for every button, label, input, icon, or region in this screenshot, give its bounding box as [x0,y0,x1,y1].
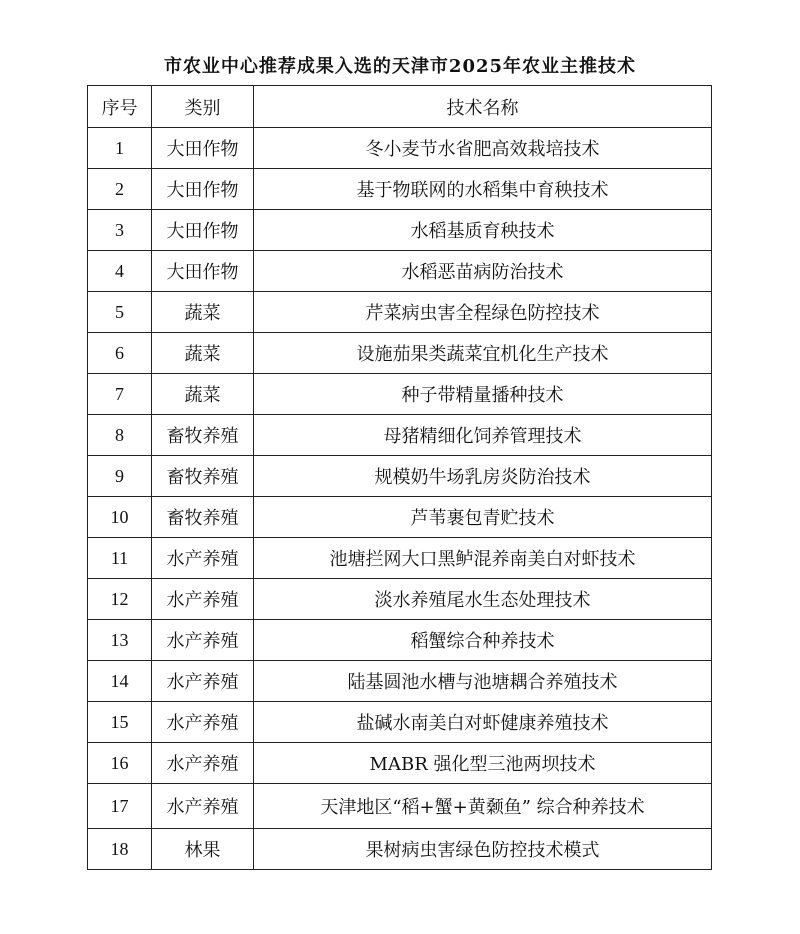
cell-no: 11 [88,538,152,579]
table-row [88,128,712,169]
table-row [88,333,712,374]
cell-name: 果树病虫害绿色防控技术模式 [254,829,712,870]
cell-category: 大田作物 [152,169,254,210]
cell-category: 大田作物 [152,210,254,251]
table-row [88,743,712,784]
cell-name: 水稻基质育秧技术 [254,210,712,251]
cell-no: 17 [88,784,152,829]
cell-no: 5 [88,292,152,333]
table-row [88,292,712,333]
cell-name: 规模奶牛场乳房炎防治技术 [254,456,712,497]
table-row [88,620,712,661]
table-row [88,702,712,743]
cell-category: 蔬菜 [152,292,254,333]
cell-category: 畜牧养殖 [152,415,254,456]
cell-category: 大田作物 [152,128,254,169]
cell-no: 2 [88,169,152,210]
table-row [88,829,712,870]
cell-no: 4 [88,251,152,292]
cell-name: 陆基圆池水槽与池塘耦合养殖技术 [254,661,712,702]
cell-name: 母猪精细化饲养管理技术 [254,415,712,456]
cell-no: 18 [88,829,152,870]
cell-no: 12 [88,579,152,620]
header-category: 类别 [152,86,254,128]
cell-name: 水稻恶苗病防治技术 [254,251,712,292]
cell-no: 10 [88,497,152,538]
cell-category: 水产养殖 [152,538,254,579]
table-row [88,415,712,456]
cell-category: 水产养殖 [152,620,254,661]
table-body [88,128,712,870]
table-row [88,374,712,415]
cell-category: 畜牧养殖 [152,456,254,497]
cell-category: 蔬菜 [152,374,254,415]
cell-no: 13 [88,620,152,661]
cell-category: 水产养殖 [152,743,254,784]
cell-no: 15 [88,702,152,743]
cell-no: 3 [88,210,152,251]
header-name: 技术名称 [254,86,712,128]
table-row [88,579,712,620]
cell-category: 水产养殖 [152,784,254,829]
table-header-row [88,86,712,128]
table-row [88,210,712,251]
cell-name: MABR 强化型三池两坝技术 [254,743,712,784]
document-title: 市农业中心推荐成果入选的天津市2025年农业主推技术 [163,56,637,77]
cell-no: 16 [88,743,152,784]
cell-name: 天津地区“稻+蟹+黄颡鱼” 综合种养技术 [254,784,712,829]
table-row [88,538,712,579]
cell-name: 种子带精量播种技术 [254,374,712,415]
cell-category: 林果 [152,829,254,870]
cell-name: 冬小麦节水省肥高效栽培技术 [254,128,712,169]
cell-no: 7 [88,374,152,415]
header-no: 序号 [88,86,152,128]
cell-category: 水产养殖 [152,579,254,620]
cell-name: 盐碱水南美白对虾健康养殖技术 [254,702,712,743]
cell-name: 设施茄果类蔬菜宜机化生产技术 [254,333,712,374]
cell-no: 14 [88,661,152,702]
cell-no: 1 [88,128,152,169]
table-row [88,456,712,497]
cell-name: 稻蟹综合种养技术 [254,620,712,661]
cell-name: 芦苇裹包青贮技术 [254,497,712,538]
cell-no: 6 [88,333,152,374]
table-row [88,169,712,210]
cell-category: 畜牧养殖 [152,497,254,538]
cell-category: 水产养殖 [152,702,254,743]
cell-no: 8 [88,415,152,456]
cell-name: 池塘拦网大口黑鲈混养南美白对虾技术 [254,538,712,579]
table-row [88,251,712,292]
table-row [88,497,712,538]
cell-category: 大田作物 [152,251,254,292]
cell-category: 蔬菜 [152,333,254,374]
tech-table [87,85,712,870]
cell-no: 9 [88,456,152,497]
cell-name: 芹菜病虫害全程绿色防控技术 [254,292,712,333]
cell-category: 水产养殖 [152,661,254,702]
cell-name: 淡水养殖尾水生态处理技术 [254,579,712,620]
table-row [88,661,712,702]
table-row [88,784,712,829]
cell-name: 基于物联网的水稻集中育秧技术 [254,169,712,210]
